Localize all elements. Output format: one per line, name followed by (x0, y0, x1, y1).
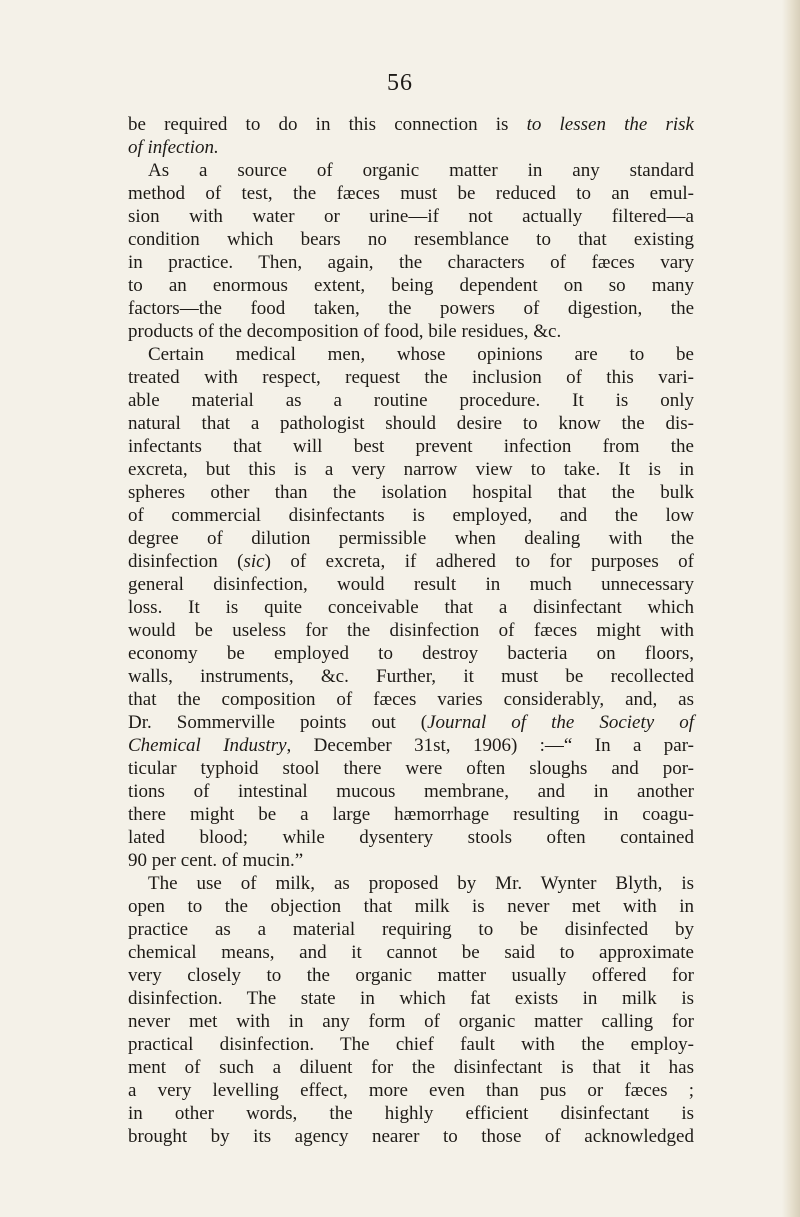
text-line (128, 435, 694, 458)
text-run: practice as a material requiring to be disinfected by (128, 919, 694, 940)
text-run: lated blood; while dysentery stools often contained (128, 827, 694, 848)
text-line (128, 688, 694, 711)
text-run: general disinfection, would result in much unnecessary (128, 574, 694, 595)
text-line (128, 849, 694, 872)
text-run: As a source of organic matter in any standard (148, 160, 694, 181)
text-run: ticular typhoid stool there were often sloughs and por- (128, 758, 694, 779)
text-run: degree of dilution permissible when dealing with the (128, 528, 694, 549)
text-run: brought by its agency nearer to those of acknowledged (128, 1126, 694, 1147)
text-line (128, 550, 694, 573)
text-run: Dr. Sommerville points out ( (128, 712, 428, 733)
text-line (128, 987, 694, 1010)
text-run: would be useless for the disinfection of fæces might with (128, 620, 694, 641)
text-run-after: , December 31st, 1906) :—“ In a par- (286, 735, 694, 756)
text-line (128, 366, 694, 389)
text-line (128, 504, 694, 527)
text-line (128, 918, 694, 941)
text-run: excreta, but this is a very narrow view to take. It is in (128, 459, 694, 480)
text-run: economy be employed to destroy bacteria on floors, (128, 643, 694, 664)
text-line (128, 1102, 694, 1125)
text-line (128, 1079, 694, 1102)
text-line (128, 895, 694, 918)
text-line (128, 780, 694, 803)
text-line (128, 1010, 694, 1033)
text-line (128, 113, 694, 136)
text-line (128, 297, 694, 320)
text-run: never met with in any form of organic matter calling for (128, 1011, 694, 1032)
italic-run: Chemical Industry (128, 735, 287, 756)
text-run: a very levelling effect, more even than pus or fæces ; (128, 1080, 694, 1101)
text-run: disinfection ( (128, 551, 244, 572)
text-line (128, 757, 694, 780)
text-line (128, 458, 694, 481)
text-run: treated with respect, request the inclusion of this vari- (128, 367, 694, 388)
text-line (128, 481, 694, 504)
text-run: sion with water or urine—if not actually filtered—a (128, 206, 694, 227)
text-line (128, 941, 694, 964)
text-run: of commercial disinfectants is employed, and the low (128, 505, 694, 526)
text-run: spheres other than the isolation hospital that the bulk (128, 482, 694, 503)
text-line (128, 1033, 694, 1056)
text-line (128, 1125, 694, 1148)
body-text (128, 113, 694, 1148)
text-run: The use of milk, as proposed by Mr. Wynter Blyth, is (148, 873, 694, 894)
italic-run: sic (243, 551, 265, 572)
text-run: be required to do in this connection is (128, 114, 527, 135)
page-number: 56 (387, 70, 413, 96)
text-run: that the composition of fæces varies considerably, and, as (128, 689, 694, 710)
text-run: disinfection. The state in which fat exists in milk is (128, 988, 694, 1009)
text-line (128, 596, 694, 619)
text-line (128, 964, 694, 987)
text-line (128, 412, 694, 435)
text-line (128, 182, 694, 205)
text-line (128, 251, 694, 274)
text-line (128, 642, 694, 665)
italic-run: of infection. (128, 137, 219, 158)
text-line (128, 205, 694, 228)
text-run: ment of such a diluent for the disinfectant is that it has (128, 1057, 694, 1078)
text-line (128, 872, 694, 895)
text-run-after: ) of excreta, if adhered to for purposes of (264, 551, 694, 572)
text-line (128, 527, 694, 550)
text-run: 90 per cent. of mucin.” (128, 850, 304, 871)
text-run: condition which bears no resemblance to that existing (128, 229, 694, 250)
text-line (128, 228, 694, 251)
text-run: in other words, the highly efficient disinfectant is (128, 1103, 694, 1124)
text-line (128, 803, 694, 826)
text-run: infectants that will best prevent infection from the (128, 436, 694, 457)
text-run: natural that a pathologist should desire to know the dis- (128, 413, 694, 434)
text-line (128, 1056, 694, 1079)
text-line (128, 711, 694, 734)
text-line (128, 274, 694, 297)
text-run: to an enormous extent, being dependent on so many (128, 275, 694, 296)
text-run: factors—the food taken, the powers of digestion, the (128, 298, 694, 319)
text-line (128, 343, 694, 366)
italic-run: Journal of the Society of (427, 712, 695, 733)
text-line (128, 136, 694, 159)
text-run: practical disinfection. The chief fault with the employ- (128, 1034, 694, 1055)
text-line (128, 159, 694, 182)
text-line (128, 389, 694, 412)
text-run: able material as a routine procedure. It is only (128, 390, 694, 411)
text-line (128, 573, 694, 596)
text-line (128, 734, 694, 757)
text-run: method of test, the fæces must be reduced to an emul- (128, 183, 694, 204)
text-run: walls, instruments, &c. Further, it must be recollected (128, 666, 694, 687)
text-run: open to the objection that milk is never met with in (128, 896, 694, 917)
text-line (128, 665, 694, 688)
text-line (128, 619, 694, 642)
text-run: loss. It is quite conceivable that a disinfectant which (128, 597, 694, 618)
text-run: Certain medical men, whose opinions are to be (148, 344, 694, 365)
text-run: tions of intestinal mucous membrane, and in another (128, 781, 694, 802)
text-run: in practice. Then, again, the characters of fæces vary (128, 252, 694, 273)
text-run: very closely to the organic matter usually offered for (128, 965, 694, 986)
text-run: chemical means, and it cannot be said to approximate (128, 942, 694, 963)
text-run: products of the decomposition of food, bile residues, &c. (128, 321, 562, 342)
page-edge-shadow (782, 0, 800, 1217)
text-line (128, 826, 694, 849)
italic-run: to lessen the risk (526, 114, 694, 135)
text-run: there might be a large hæmorrhage resulting in coagu- (128, 804, 694, 825)
text-line (128, 320, 694, 343)
